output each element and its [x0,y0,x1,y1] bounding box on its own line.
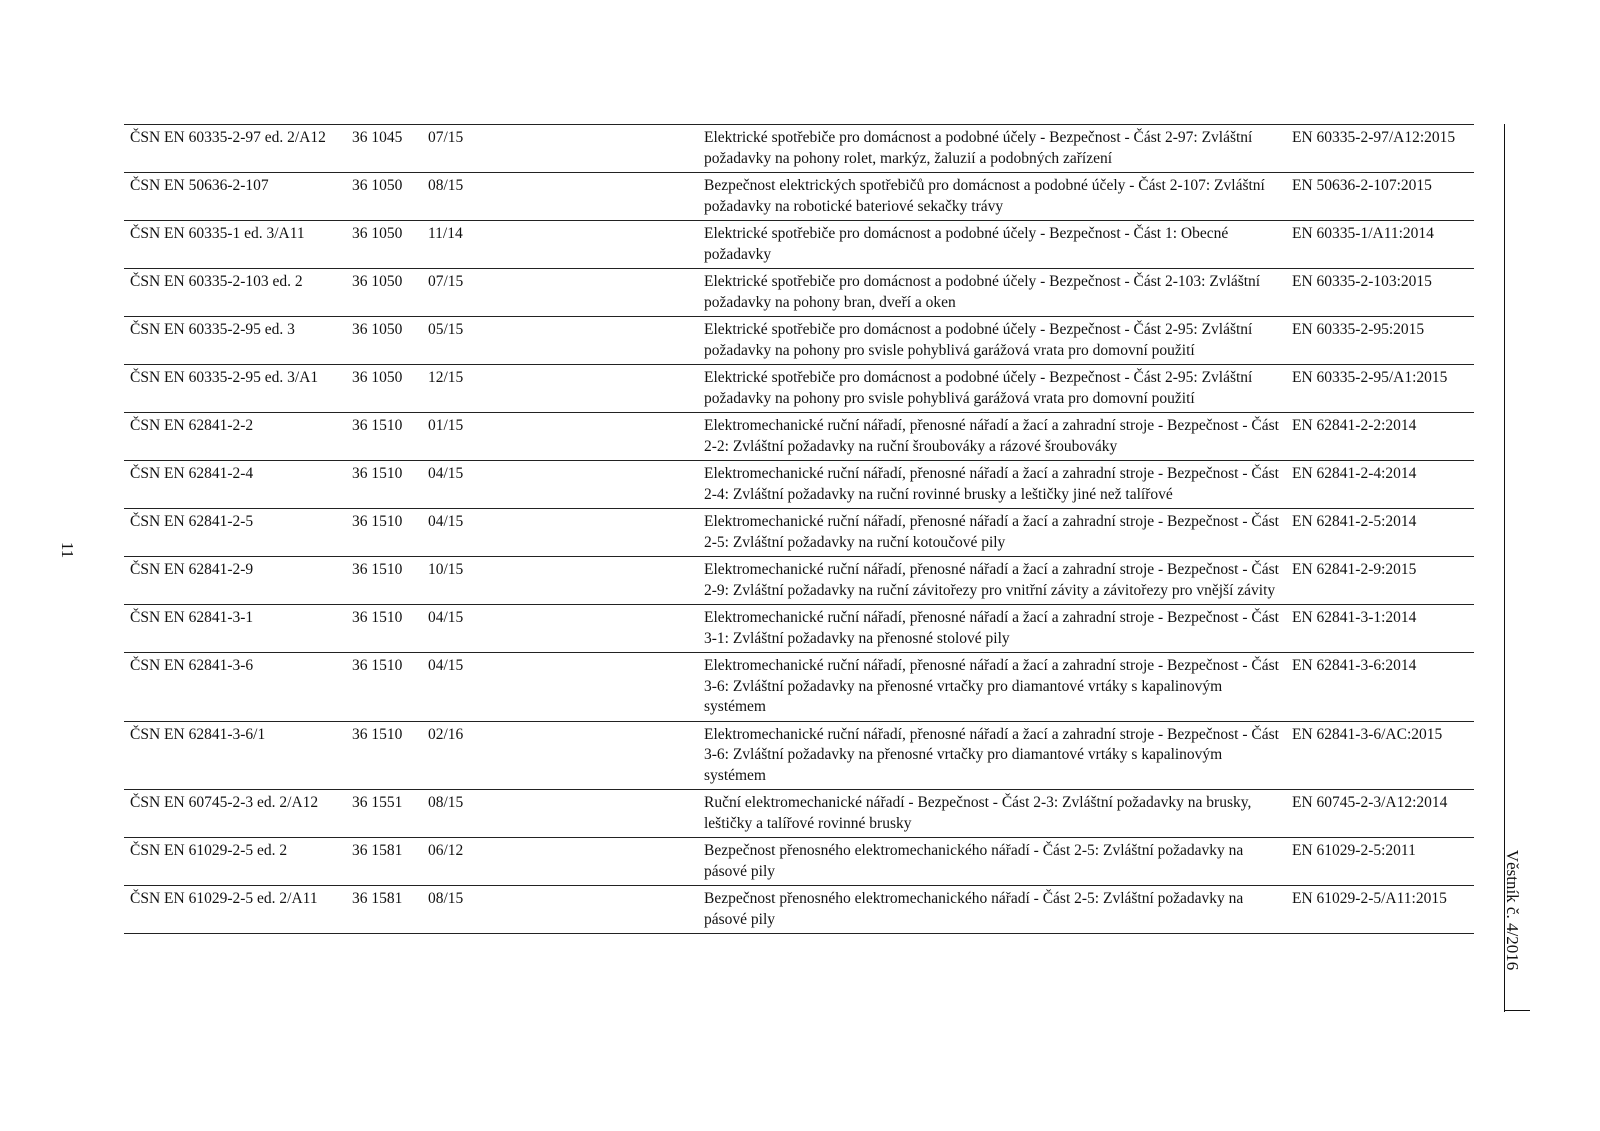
standard-code: ČSN EN 62841-3-6/1 [130,725,266,743]
standards-table [124,124,1474,934]
standard-title: Bezpečnost přenosného elektromechanického nářadí - Část 2-5: Zvláštní požadavky na pásové pily [704,890,1244,928]
classification-number: 36 1510 [352,657,403,674]
standard-title: Elektromechanické ruční nářadí, přenosné nářadí a žací a zahradní stroje - Bezpečnost - Část 2-4: Zvláštní požadavky na ruční rovinné brusky a leštičky jiné než talířové [704,465,1279,503]
journal-issue-caption: Věstník č. 4/2016 [1503,849,1522,971]
en-reference: EN 62841-2-4:2014 [1292,465,1417,482]
publication-date: 08/15 [428,794,464,811]
table-row [124,886,1474,934]
publication-date: 01/15 [428,417,464,434]
en-reference: EN 62841-2-5:2014 [1292,513,1417,530]
standard-title: Elektromechanické ruční nářadí, přenosné nářadí a žací a zahradní stroje - Bezpečnost - Část 2-2: Zvláštní požadavky na ruční šroubováky a rázové šroubováky [704,417,1279,455]
classification-number: 36 1050 [352,273,403,290]
publication-date: 02/16 [428,725,464,743]
en-reference: EN 61029-2-5:2011 [1292,842,1416,859]
standard-code: ČSN EN 61029-2-5 ed. 2/A11 [130,890,318,907]
publication-date: 11/14 [428,225,463,242]
page-number: 11 [58,541,77,559]
table-row [124,605,1474,653]
table-row [124,653,1474,722]
standard-title: Elektromechanické ruční nářadí, přenosné nářadí a žací a zahradní stroje - Bezpečnost - Část 3-6: Zvláštní požadavky na přenosné vrtačky pro diamantové vrtáky s kapalinovým systémem [704,657,1279,715]
en-reference: EN 60335-2-103:2015 [1292,273,1432,290]
publication-date: 07/15 [428,129,464,146]
standard-title: Ruční elektromechanické nářadí - Bezpečnost - Část 2-3: Zvláštní požadavky na brusky, leštičky a talířové rovinné brusky [704,794,1252,832]
standard-code: ČSN EN 60335-2-95 ed. 3/A1 [130,369,319,386]
standard-title: Elektrické spotřebiče pro domácnost a podobné účely - Bezpečnost - Část 2-97: Zvláštní požadavky na pohony rolet, markýz, žaluzií a podobných zařízení [704,129,1253,167]
standard-title: Bezpečnost elektrických spotřebičů pro domácnost a podobné účely - Část 2-107: Zvláštní požadavky na robotické bateriové sekačky trávy [704,177,1265,215]
standard-title: Elektrické spotřebiče pro domácnost a podobné účely - Bezpečnost - Část 2-95: Zvláštní požadavky na pohony pro svisle pohyblivá garážová vrata pro domovní použití [704,321,1253,359]
standard-title: Elektromechanické ruční nářadí, přenosné nářadí a žací a zahradní stroje - Bezpečnost - Část 2-5: Zvláštní požadavky na ruční kotoučové pily [704,513,1279,551]
standard-code: ČSN EN 60745-2-3 ed. 2/A12 [130,794,319,811]
standard-code: ČSN EN 62841-2-2 [130,417,254,434]
classification-number: 36 1551 [352,794,403,811]
standard-code: ČSN EN 60335-2-97 ed. 2/A12 [130,129,326,146]
table-row [124,365,1474,413]
publication-date: 05/15 [428,321,464,338]
table-row [124,317,1474,365]
en-reference: EN 50636-2-107:2015 [1292,177,1432,194]
table-row [124,838,1474,886]
classification-number: 36 1050 [352,225,403,242]
en-reference: EN 60745-2-3/A12:2014 [1292,794,1448,811]
standards-table-body [124,125,1474,934]
standard-code: ČSN EN 62841-2-9 [130,561,254,578]
en-reference: EN 60335-2-95/A1:2015 [1292,369,1448,386]
classification-number: 36 1581 [352,842,403,859]
standard-code: ČSN EN 50636-2-107 [130,177,269,194]
classification-number: 36 1510 [352,513,403,530]
publication-date: 08/15 [428,890,464,907]
en-reference: EN 60335-1/A11:2014 [1292,225,1434,242]
standard-code: ČSN EN 62841-2-4 [130,465,254,482]
standard-code: ČSN EN 60335-1 ed. 3/A11 [130,225,305,242]
table-row [124,721,1474,790]
en-reference: EN 61029-2-5/A11:2015 [1292,890,1447,907]
table-row [124,173,1474,221]
classification-number: 36 1510 [352,725,403,743]
en-reference: EN 62841-2-9:2015 [1292,561,1417,578]
standard-title: Elektrické spotřebiče pro domácnost a podobné účely - Bezpečnost - Část 2-95: Zvláštní požadavky na pohony pro svisle pohyblivá garážová vrata pro domovní použití [704,369,1253,407]
table-row [124,269,1474,317]
en-reference: EN 62841-2-2:2014 [1292,417,1417,434]
publication-date: 06/12 [428,842,464,859]
standard-code: ČSN EN 62841-3-1 [130,609,254,626]
standard-code: ČSN EN 60335-2-103 ed. 2 [130,273,303,290]
publication-date: 04/15 [428,609,464,626]
en-reference: EN 62841-3-6:2014 [1292,657,1417,674]
standard-title: Elektromechanické ruční nářadí, přenosné nářadí a žací a zahradní stroje - Bezpečnost - Část 2-9: Zvláštní požadavky na ruční závitořezy pro vnitřní závity a závitořezy pro vnější závity [704,561,1279,599]
table-row [124,221,1474,269]
classification-number: 36 1510 [352,417,403,434]
publication-date: 08/15 [428,177,464,194]
standard-title: Elektromechanické ruční nářadí, přenosné nářadí a žací a zahradní stroje - Bezpečnost - Část 3-1: Zvláštní požadavky na přenosné stolové pily [704,609,1279,647]
en-reference: EN 60335-2-95:2015 [1292,321,1425,338]
classification-number: 36 1510 [352,465,403,482]
table-row [124,125,1474,173]
standard-code: ČSN EN 61029-2-5 ed. 2 [130,842,288,859]
classification-number: 36 1581 [352,890,403,907]
standard-code: ČSN EN 62841-2-5 [130,513,254,530]
side-rule-bottom [1504,1010,1530,1011]
standard-code: ČSN EN 62841-3-6 [130,657,254,674]
publication-date: 04/15 [428,465,464,482]
standard-title: Elektrické spotřebiče pro domácnost a podobné účely - Bezpečnost - Část 1: Obecné požadavky [704,225,1229,263]
table-row [124,461,1474,509]
table-row [124,790,1474,838]
publication-date: 04/15 [428,513,464,530]
classification-number: 36 1510 [352,609,403,626]
classification-number: 36 1045 [352,129,403,146]
en-reference: EN 60335-2-97/A12:2015 [1292,129,1456,146]
standard-code: ČSN EN 60335-2-95 ed. 3 [130,321,295,338]
table-row [124,413,1474,461]
en-reference: EN 62841-3-1:2014 [1292,609,1417,626]
publication-date: 07/15 [428,273,464,290]
table-row [124,557,1474,605]
standard-title: Bezpečnost přenosného elektromechanického nářadí - Část 2-5: Zvláštní požadavky na pásové pily [704,842,1244,880]
table-row [124,509,1474,557]
classification-number: 36 1510 [352,561,403,578]
standard-title: Elektromechanické ruční nářadí, přenosné nářadí a žací a zahradní stroje - Bezpečnost - Část 3-6: Zvláštní požadavky na přenosné vrtačky pro diamantové vrtáky s kapalinovým systémem [704,725,1279,784]
publication-date: 10/15 [428,561,464,578]
classification-number: 36 1050 [352,369,403,386]
standard-title: Elektrické spotřebiče pro domácnost a podobné účely - Bezpečnost - Část 2-103: Zvláštní požadavky na pohony bran, dveří a oken [704,273,1261,311]
publication-date: 12/15 [428,369,464,386]
classification-number: 36 1050 [352,321,403,338]
publication-date: 04/15 [428,657,464,674]
en-reference: EN 62841-3-6/AC:2015 [1292,725,1443,743]
classification-number: 36 1050 [352,177,403,194]
